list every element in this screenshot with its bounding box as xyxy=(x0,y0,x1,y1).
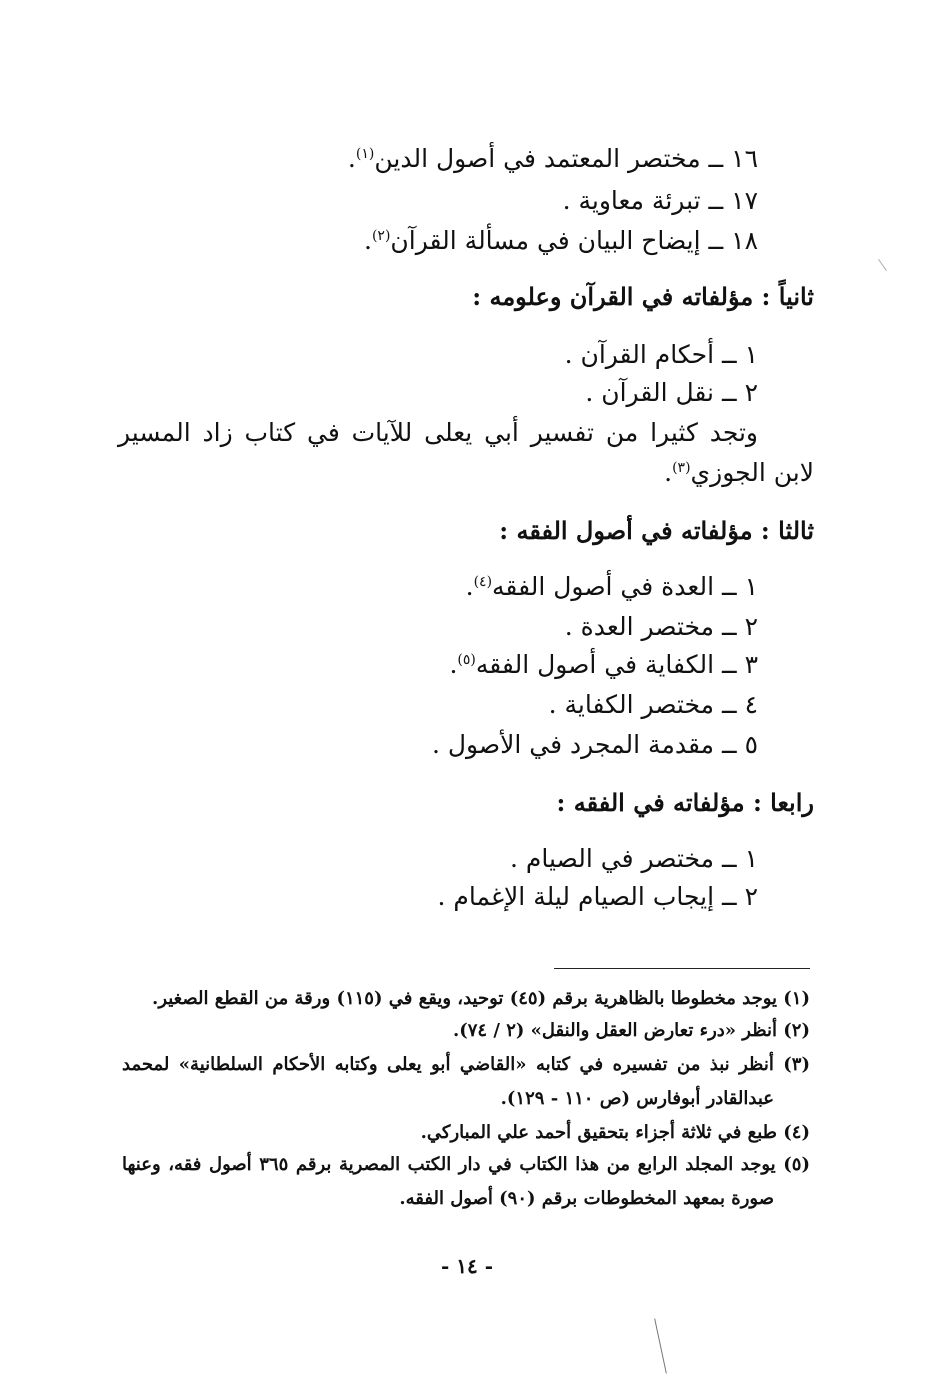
footnote-ref: (١) xyxy=(355,146,375,162)
item-text: ٥ ــ مقدمة المجرد في الأصول . xyxy=(431,730,758,759)
list-item xyxy=(563,184,758,218)
footnote-continuation: عبدالقادر أبوفارس (ص ١١٠ - ١٢٩). xyxy=(500,1088,774,1109)
item-text: ١٨ ــ إيضاح البيان في مسألة القرآن xyxy=(390,226,758,255)
paragraph-end: . xyxy=(664,458,673,487)
item-text: ١٧ ــ تبرئة معاوية . xyxy=(562,186,758,215)
paragraph-text: لابن الجوزي xyxy=(690,458,814,487)
item-text: ١ ــ مختصر في الصيام . xyxy=(510,844,758,873)
list-item xyxy=(438,880,758,914)
footnote: (٣) أنظر نبذ من تفسيره في كتابه «القاضي أبو يعلى وكتابه الأحكام السلطانية» لمحمد xyxy=(122,1054,810,1075)
list-item xyxy=(549,688,758,722)
list-item xyxy=(565,338,758,372)
item-text: ٢ ــ مختصر العدة . xyxy=(564,612,758,641)
footnote-ref: (٣) xyxy=(672,460,691,476)
footnote: (٤) طبع في ثلاثة أجزاء بتحقيق أحمد علي المباركي. xyxy=(420,1122,810,1143)
footnote-ref: (٢) xyxy=(371,228,391,244)
item-text: ١ ــ العدة في أصول الفقه xyxy=(492,572,758,601)
item-end: . xyxy=(465,572,474,601)
item-text: ٢ ــ إيجاب الصيام ليلة الإغمام . xyxy=(437,882,758,911)
footnote-ref: (٤) xyxy=(473,574,493,590)
list-item xyxy=(348,142,758,176)
item-text: ٣ ــ الكفاية في أصول الفقه xyxy=(475,650,758,679)
section-heading: رابعا : مؤلفاته في الفقه : xyxy=(556,788,814,817)
section-heading: ثالثا : مؤلفاته في أصول الفقه : xyxy=(499,516,814,545)
list-item xyxy=(565,610,758,644)
footnote-separator xyxy=(554,968,810,969)
list-item xyxy=(364,224,758,258)
item-end: . xyxy=(449,650,458,679)
section-heading: ثانياً : مؤلفاته في القرآن وعلومه : xyxy=(472,282,814,311)
item-text: ٢ ــ نقل القرآن . xyxy=(585,378,758,407)
list-item xyxy=(510,842,758,876)
paragraph-line: وتجد كثيرا من تفسير أبي يعلى للآيات في كتاب زاد المسير xyxy=(118,418,758,447)
footnote: (٥) يوجد المجلد الرابع من هذا الكتاب في دار الكتب المصرية برقم ٣٦٥ أصول فقه، وعنها xyxy=(122,1154,810,1175)
page-number: - ١٤ - xyxy=(440,1254,493,1278)
footnote: (٢) أنظر «درء تعارض العقل والنقل» (٢ / ٧٤). xyxy=(452,1020,810,1041)
item-end: . xyxy=(363,226,372,255)
item-text: ٤ ــ مختصر الكفاية . xyxy=(548,690,758,719)
footnote-ref: (٥) xyxy=(457,652,476,668)
item-text: ١٦ ــ مختصر المعتمد في أصول الدين xyxy=(374,144,758,173)
footnote-continuation: صورة بمعهد المخطوطات برقم (٩٠) أصول الفقه. xyxy=(399,1188,774,1209)
list-item xyxy=(466,570,758,604)
paragraph-line xyxy=(664,456,814,490)
list-item xyxy=(449,648,758,682)
item-end: . xyxy=(347,144,356,173)
scan-mark xyxy=(878,259,887,271)
list-item xyxy=(585,376,758,410)
item-text: ١ ــ أحكام القرآن . xyxy=(564,340,758,369)
list-item xyxy=(432,728,758,762)
scan-mark xyxy=(654,1319,667,1374)
footnote: (١) يوجد مخطوطا بالظاهرية برقم (٤٥) توحيد، ويقع في (١١٥) ورقة من القطع الصغير. xyxy=(152,988,810,1009)
